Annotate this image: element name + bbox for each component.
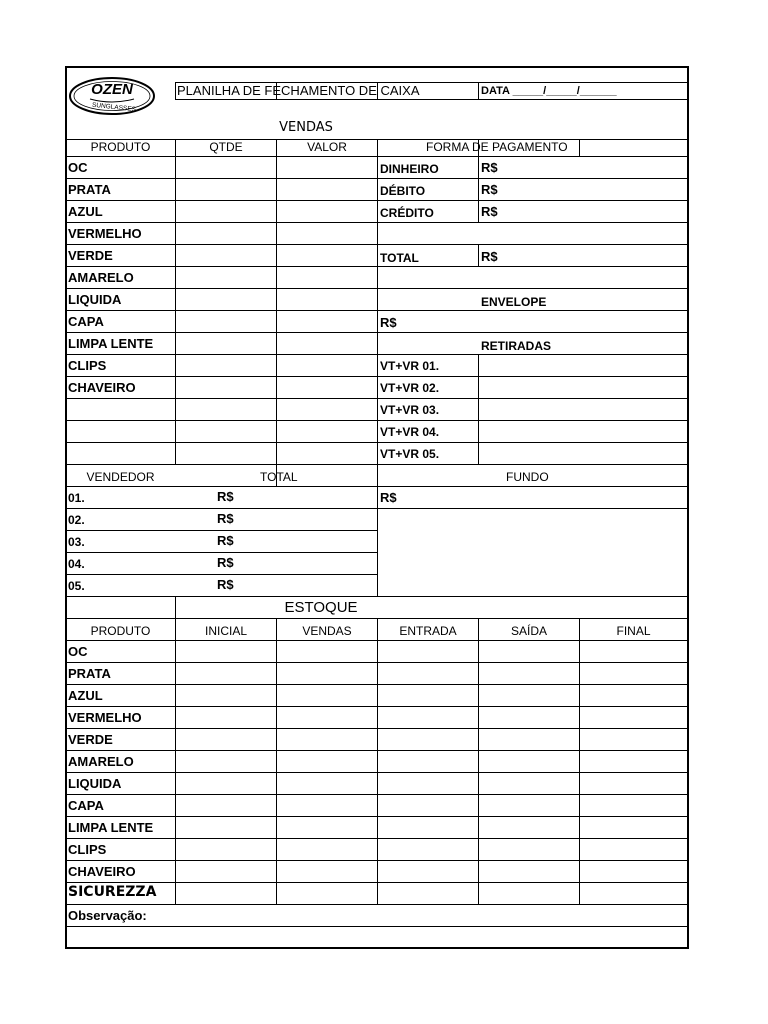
retirada-row-label: VT+VR 05. — [380, 447, 440, 461]
grid-line — [175, 82, 176, 100]
vendas-product-label: LIMPA LENTE — [68, 336, 154, 351]
grid-line — [478, 354, 479, 464]
estoque-col-vendas: VENDAS — [302, 624, 352, 638]
estoque-col-saida: SAÍDA — [510, 624, 547, 638]
estoque-product-label: SICUREZZA — [68, 884, 157, 900]
grid-line — [65, 66, 67, 949]
grid-line — [478, 82, 479, 100]
observacao-field[interactable] — [67, 927, 687, 947]
vendedor-row-currency[interactable]: R$ — [217, 555, 234, 570]
grid-line — [478, 618, 479, 904]
estoque-col-inicial: INICIAL — [204, 624, 247, 638]
pay-debito-label: DÉBITO — [380, 184, 426, 198]
grid-line — [377, 618, 378, 904]
vendedor-row-currency[interactable]: R$ — [217, 511, 234, 526]
fundo-currency[interactable]: R$ — [380, 490, 397, 505]
grid-line — [478, 244, 479, 266]
vendas-product-label: VERMELHO — [68, 226, 142, 241]
grid-line — [276, 618, 277, 904]
vendedor-row-number: 02. — [68, 513, 85, 527]
grid-line — [478, 156, 479, 222]
grid-line — [65, 947, 688, 949]
grid-line — [65, 530, 378, 531]
vendas-product-label: CAPA — [68, 314, 104, 329]
vendedor-row-number: 03. — [68, 535, 85, 549]
grid-line — [579, 618, 580, 904]
estoque-product-label: VERMELHO — [68, 710, 142, 725]
retirada-row-label: VT+VR 03. — [380, 403, 440, 417]
ozen-logo — [68, 75, 156, 117]
col-header-forma-pagamento: FORMA DE PAGAMENTO — [426, 140, 568, 154]
estoque-product-label: AZUL — [68, 688, 103, 703]
vendedor-row-number: 04. — [68, 557, 85, 571]
pay-total-label: TOTAL — [380, 251, 419, 265]
estoque-product-label: PRATA — [68, 666, 111, 681]
estoque-col-entrada: ENTRADA — [399, 624, 457, 638]
pay-debito-currency[interactable]: R$ — [481, 182, 498, 197]
pay-total-currency[interactable]: R$ — [481, 249, 498, 264]
estoque-product-label: CLIPS — [68, 842, 107, 857]
grid-line — [579, 139, 580, 156]
observacao-label: Observação: — [68, 908, 147, 923]
pay-credito-currency[interactable]: R$ — [481, 204, 498, 219]
grid-line — [65, 66, 688, 68]
pay-dinheiro-currency[interactable]: R$ — [481, 160, 498, 175]
grid-line — [175, 139, 176, 464]
col-header-vendedor: VENDEDOR — [86, 470, 155, 484]
estoque-product-label: LIQUIDA — [68, 776, 122, 791]
vendas-product-label: LIQUIDA — [68, 292, 122, 307]
grid-line — [175, 596, 176, 904]
estoque-product-label: CAPA — [68, 798, 104, 813]
vendas-product-label: OC — [68, 160, 88, 175]
col-header-qtde: QTDE — [209, 140, 243, 154]
pay-credito-label: CRÉDITO — [380, 206, 434, 220]
vendas-product-label: PRATA — [68, 182, 111, 197]
logo-subtext: SUNGLASSES — [91, 101, 137, 114]
col-header-produto: PRODUTO — [90, 140, 151, 154]
estoque-col-final: FINAL — [616, 624, 651, 638]
grid-line — [175, 99, 688, 100]
estoque-product-label: VERDE — [68, 732, 113, 747]
grid-line — [65, 574, 378, 575]
vendas-product-label: CLIPS — [68, 358, 107, 373]
col-header-fundo: FUNDO — [506, 470, 549, 484]
estoque-product-label: CHAVEIRO — [68, 864, 136, 879]
page-title: PLANILHA DE FECHAMENTO DE CAIXA — [177, 83, 420, 98]
vendedor-row-currency[interactable]: R$ — [217, 533, 234, 548]
vendedor-row-number: 05. — [68, 579, 85, 593]
grid-line — [65, 904, 688, 905]
grid-line — [276, 139, 277, 464]
retirada-row-label: VT+VR 01. — [380, 359, 440, 373]
retirada-row-label: VT+VR 02. — [380, 381, 440, 395]
vendas-product-label: VERDE — [68, 248, 113, 263]
grid-line — [65, 596, 688, 597]
envelope-label: ENVELOPE — [481, 295, 547, 309]
vendas-product-label: AMARELO — [68, 270, 134, 285]
vendedor-row-number: 01. — [68, 491, 85, 505]
estoque-product-label: LIMPA LENTE — [68, 820, 154, 835]
vendedor-row-currency[interactable]: R$ — [217, 489, 234, 504]
estoque-col-produto: PRODUTO — [90, 624, 151, 638]
col-header-total: TOTAL — [260, 470, 298, 484]
date-field[interactable]: DATA _____/_____/______ — [481, 85, 617, 97]
vendas-product-label: AZUL — [68, 204, 103, 219]
grid-line — [65, 552, 378, 553]
pay-dinheiro-label: DINHEIRO — [380, 162, 439, 176]
vendedor-row-currency[interactable]: R$ — [217, 577, 234, 592]
envelope-currency[interactable]: R$ — [380, 315, 397, 330]
col-header-valor: VALOR — [307, 140, 347, 154]
grid-line — [687, 66, 689, 949]
vendas-title: VENDAS — [279, 120, 333, 135]
grid-line — [377, 139, 378, 596]
retiradas-label: RETIRADAS — [481, 339, 552, 353]
estoque-product-label: OC — [68, 644, 88, 659]
estoque-title: ESTOQUE — [284, 599, 358, 616]
logo-text: OZEN — [91, 81, 133, 98]
estoque-product-label: AMARELO — [68, 754, 134, 769]
retirada-row-label: VT+VR 04. — [380, 425, 440, 439]
vendas-product-label: CHAVEIRO — [68, 380, 136, 395]
